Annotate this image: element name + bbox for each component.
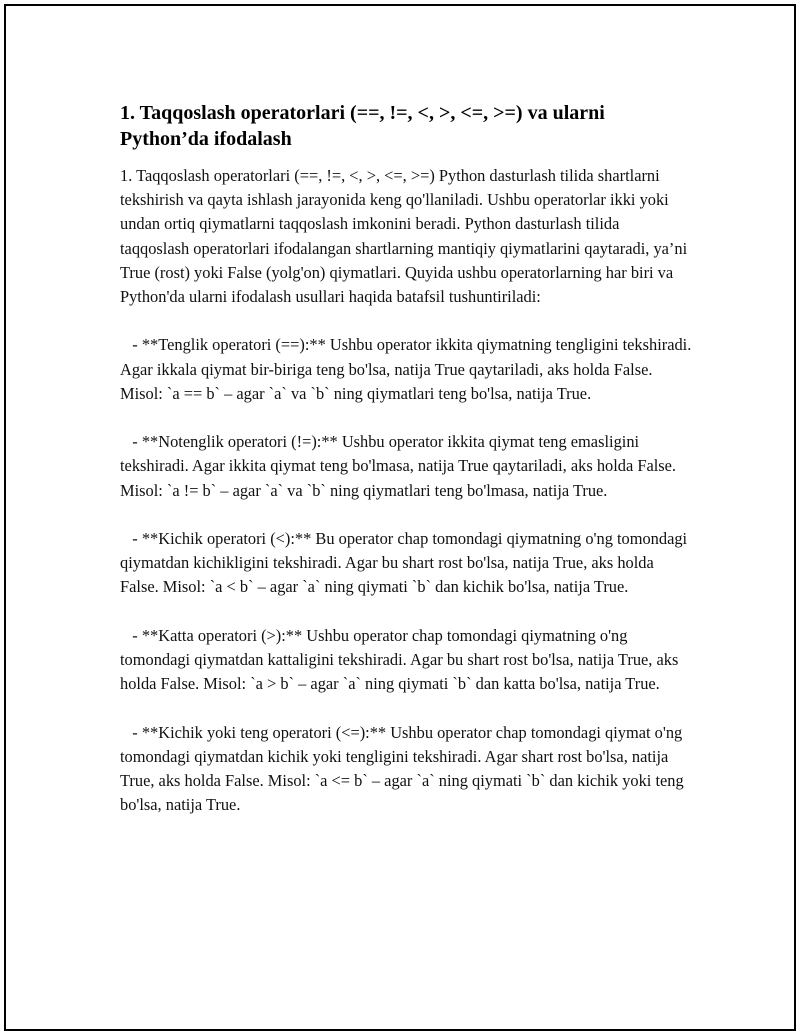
paragraph-not-equal-operator: - **Notenglik operatori (!=):** Ushbu operator ikkita qiymat teng emasligini tekshiradi. Agar ikkita qiymat teng bo'lmasa, natija True qaytariladi, aks holda False. Misol: `a != b` – agar `a` va `b` ning qiymatlari teng bo'lmasa, natija True. bbox=[120, 432, 681, 500]
paragraph-gap bbox=[120, 600, 692, 624]
paragraph-gap bbox=[120, 696, 692, 720]
document-body bbox=[120, 100, 695, 817]
paragraph-greater-than-operator: - **Katta operatori (>):** Ushbu operator chap tomondagi qiymatning o'ng tomondagi qiymatdan kattaligini tekshiradi. Agar bu shart rost bo'lsa, natija True, aks holda False. Misol: `a > b` – agar `a` ning qiymati `b` dan katta bo'lsa, natija True. bbox=[120, 625, 683, 694]
paragraph-gap bbox=[120, 503, 692, 527]
paragraph-intro: 1. Taqqoslash operatorlari (==, !=, <, >, <=, >=) Python dasturlash tilida shartlarni tekshirish va qayta ishlash jarayonida keng qo'llaniladi. Ushbu operatorlar ikki yoki undan ortiq qiymatlarni taqqoslash imkonini beradi. Python dasturlash tilida taqqoslash operatorlari ifodalangan shartlarning mantiqiy qiymatlarini qaytaradi, ya’ni True (rost) yoki False (yolg'on) qiymatlari. Quyida ushbu operatorlarning har biri va Python'da ularni ifodalash usullari haqida batafsil tushuntiriladi: bbox=[120, 166, 691, 307]
paragraph-gap bbox=[120, 406, 692, 430]
paragraph-less-or-equal-operator: - **Kichik yoki teng operatori (<=):** Ushbu operator chap tomondagi qiymat o'ng tomondagi qiymatdan kichik yoki tengligini tekshiradi. Agar shart rost bo'lsa, natija True, aks holda False. Misol: `a <= b` – agar `a` ning qiymati `b` dan kichik yoki teng bo'lsa, natija True. bbox=[120, 722, 688, 815]
paragraph-less-than-operator: - **Kichik operatori (<):** Bu operator chap tomondagi qiymatning o'ng tomondagi qiymatdan kichikligini tekshiradi. Agar bu shart rost bo'lsa, natija True, aks holda False. Misol: `a < b` – agar `a` ning qiymati `b` dan kichik bo'lsa, natija True. bbox=[120, 529, 692, 597]
page-frame bbox=[4, 4, 796, 1031]
paragraph-gap bbox=[120, 309, 692, 333]
paragraph-equality-operator: - **Tenglik operatori (==):** Ushbu operator ikkita qiymatning tengligini tekshiradi. Agar ikkala qiymat bir-biriga teng bo'lsa, natija True qaytariladi, aks holda False. Misol: `a == b` – agar `a` va `b` ning qiymatlari teng bo'lsa, natija True. bbox=[120, 335, 695, 403]
document-heading: 1. Taqqoslash operatorlari (==, !=, <, >, <=, >=) va ularni Python’da ifodalash bbox=[120, 102, 605, 150]
